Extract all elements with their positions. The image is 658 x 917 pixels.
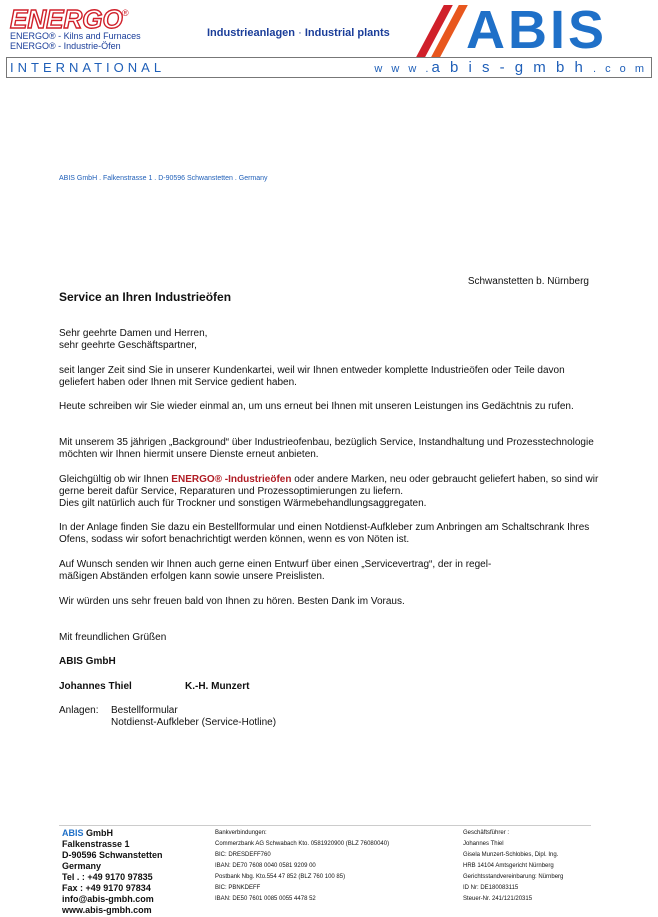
tagline-de: Industrieanlagen <box>207 27 296 39</box>
international-label: INTERNATIONAL <box>10 60 166 75</box>
footer-country: Germany <box>62 861 102 871</box>
signer-1: Johannes Thiel <box>59 681 132 692</box>
mgmt-line: ID Nr: DE180083115 <box>463 885 519 891</box>
sender-address-line: ABIS GmbH . Falkenstrasse 1 . D-90596 Schwanstetten . Germany <box>59 175 268 182</box>
abis-logo <box>408 0 648 60</box>
international-bar <box>6 57 652 78</box>
bank-line: Bankverbindungen: <box>215 830 267 836</box>
paragraph-6 <box>59 559 599 583</box>
mgmt-line: Gisela Munzert-Schlobies, Dipl. Ing. <box>463 852 559 858</box>
mgmt-line: Steuer-Nr. 241/121/20315 <box>463 896 533 902</box>
energo-logo-text: ENERGO <box>10 4 123 34</box>
tagline-separator: · <box>298 27 302 39</box>
bank-line: BIC: PBNKDEFF <box>215 885 261 891</box>
footer-tel: Tel . : +49 9170 97835 <box>62 872 153 882</box>
bank-line: Postbank Nbg. Kto.554 47 852 (BLZ 760 100 85) <box>215 874 346 880</box>
bank-line: IBAN: DE70 7608 0040 0581 9209 00 <box>215 863 316 869</box>
attachment-item: Notdienst-Aufkleber (Service-Hotline) <box>111 717 277 728</box>
company-signature: ABIS GmbH <box>59 656 116 667</box>
energo-subline-1: ENERGO® - Kilns and Furnaces <box>10 31 141 41</box>
footer-city: D-90596 Schwanstetten <box>62 850 163 860</box>
signer-2: K.-H. Munzert <box>185 681 250 692</box>
tagline-en: Industrial plants <box>304 27 390 39</box>
url-prefix: w w w . <box>374 63 432 75</box>
footer-management-details <box>463 828 563 905</box>
closing: Mit freundlichen Grüßen <box>59 632 167 643</box>
energo-highlight: ENERGO® -Industrieöfen <box>171 474 292 485</box>
footer-company <box>62 828 163 839</box>
salutation-line-2: sehr geehrte Geschäftspartner, <box>59 340 197 351</box>
footer-bank-details <box>215 828 389 905</box>
footer-email[interactable]: info@abis-gmbh.com <box>62 894 154 904</box>
paragraph-4-text-b: oder andere Marken, neu oder gebraucht geliefert haben, so sind wir gerne bereit dafür Service, Reparaturen und Prozessoptimierungen zu liefern. <box>59 474 599 497</box>
url-main: a b i s - g m b h <box>431 59 586 76</box>
url-suffix: . c o m <box>592 63 647 75</box>
letter-subject: Service an Ihren Industrieöfen <box>59 290 232 304</box>
paragraph-6-line-1: Auf Wunsch senden wir Ihnen auch gerne einen Entwurf über einen „Servicevertrag“, der in regel- <box>59 559 492 570</box>
mgmt-line: Geschäftsführer : <box>463 830 510 836</box>
website-url[interactable] <box>374 59 647 76</box>
footer-divider <box>59 825 591 826</box>
salutation-line-1: Sehr geehrte Damen und Herren, <box>59 328 208 339</box>
paragraph-3: Mit unserem 35 jährigen „Background“ über Industrieofenbau, bezüglich Service, Instandhaltung und Prozesstechnologie möchten wir Ihnen hiermit unsere Dienste erneut anbieten. <box>59 437 594 460</box>
footer-web[interactable]: www.abis-gmbh.com <box>62 905 152 915</box>
bank-line: Commerzbank AG Schwabach Kto. 0581920900 (BLZ 76080040) <box>215 841 390 847</box>
mgmt-line: Gerichtsstandvereinbarung: Nürnberg <box>463 874 564 880</box>
footer-company-abis: ABIS <box>62 828 84 838</box>
attachments-label: Anlagen: <box>59 705 99 716</box>
letter-place: Schwanstetten b. Nürnberg <box>467 276 589 287</box>
paragraph-1: seit langer Zeit sind Sie in unserer Kundenkartei, weil wir Ihnen entweder komplette Industrieöfen oder Teile davon geliefert haben oder Ihnen mit Service gedient haben. <box>59 365 565 388</box>
paragraph-5: In der Anlage finden Sie dazu ein Bestellformular und einen Notdienst-Aufkleber zum Anbringen am Schaltschrank Ihres Ofens, sodass wir sofort benachrichtigt werden können, wenn es von Nöten ist. <box>59 522 590 545</box>
header-tagline <box>207 27 390 39</box>
paragraph-2: Heute schreiben wir Sie wieder einmal an, um uns erneut bei Ihnen mit unseren Leistungen ins Gedächtnis zu rufen. <box>59 401 574 412</box>
bank-line: IBAN: DE50 7601 0085 0055 4478 52 <box>215 896 316 902</box>
mgmt-line: Johannes Thiel <box>463 841 504 847</box>
footer-fax: Fax : +49 9170 97834 <box>62 883 151 893</box>
attachment-item: Bestellformular <box>111 705 178 716</box>
energo-logo <box>10 4 129 34</box>
energo-logo-registered: ® <box>122 8 129 18</box>
paragraph-4 <box>59 474 599 510</box>
footer-company-rest: GmbH <box>83 828 114 838</box>
footer-contact <box>62 828 163 916</box>
paragraph-4-text-c: Dies gilt natürlich auch für Trockner und sonstigen Wärmebehandlungsaggregaten. <box>59 498 427 509</box>
paragraph-4-text-a: Gleichgültig ob wir Ihnen <box>59 474 172 485</box>
energo-subline-2: ENERGO® - Industrie-Öfen <box>10 41 121 51</box>
paragraph-7: Wir würden uns sehr freuen bald von Ihnen zu hören. Besten Dank im Voraus. <box>59 596 405 607</box>
bank-line: BIC: DRESDEFF760 <box>215 852 271 858</box>
abis-logo-text: ABIS <box>466 0 608 60</box>
mgmt-line: HRB 14104 Amtsgericht Nürnberg <box>463 863 554 869</box>
paragraph-6-line-2: mäßigen Abständen erfolgen kann sowie unsere Preislisten. <box>59 571 325 582</box>
footer-street: Falkenstrasse 1 <box>62 839 130 849</box>
salutation <box>59 328 599 352</box>
